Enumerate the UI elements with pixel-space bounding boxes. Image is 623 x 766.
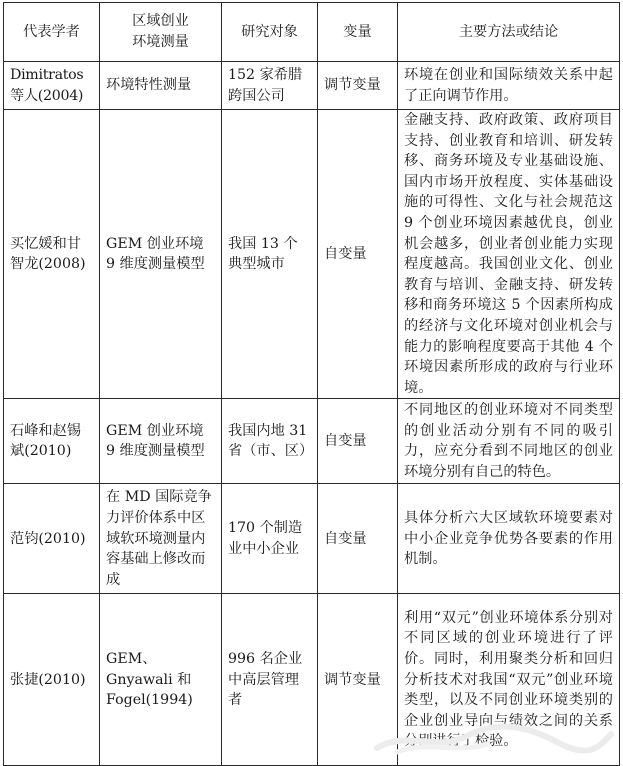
cell-subject: 996 名企业中高层管理者 [222, 594, 318, 766]
header-subject: 研究对象 [222, 3, 318, 62]
literature-review-table [3, 2, 620, 766]
cell-scholar: 范钧(2010) [4, 484, 100, 594]
cell-findings: 环境在创业和国际绩效关系中起了正向调节作用。 [398, 62, 620, 110]
cell-findings: 金融支持、政府政策、政府项目支持、创业教育和培训、研发转移、商务环境及专业基础设施、国内市场开放程度、实体基础设施的可得性、文化与社会规范这 9 个创业环境因素越优良，创业机会越多，创业者创业能力实现程度越高。我国创业文化、创业教育与培训、金融支持、研发转移和商务环境这 5 个因素所构成的经济与文化环境对创业机会与能力的影响程度要高于其他 4 个环境因素所形成的政府与行业环境。 [398, 110, 620, 399]
header-findings: 主要方法或结论 [398, 3, 620, 62]
cell-scholar: Dimitratos 等人(2004) [4, 62, 100, 110]
cell-subject: 我国内地 31 省（市、区） [222, 399, 318, 484]
cell-scholar: 石峰和赵锡斌(2010) [4, 399, 100, 484]
cell-measurement: 在 MD 国际竞争力评价体系中区域软环境测量内容基础上修改而成 [100, 484, 222, 594]
table-row [4, 399, 620, 484]
cell-findings: 利用“双元”创业环境体系分别对不同区域的创业环境进行了评价。同时，利用聚类分析和回归分析技术对我国“双元”创业环境类型，以及不同创业环境类别的企业创业导向与绩效之间的关系分别进行了检验。 [398, 594, 620, 766]
cell-subject: 152 家希腊跨国公司 [222, 62, 318, 110]
table-row [4, 110, 620, 399]
cell-variable: 调节变量 [318, 62, 398, 110]
table-row [4, 62, 620, 110]
header-variable: 变量 [318, 3, 398, 62]
table-row [4, 484, 620, 594]
cell-measurement: GEM 创业环境 9 维度测量模型 [100, 399, 222, 484]
cell-measurement: GEM 创业环境 9 维度测量模型 [100, 110, 222, 399]
table-header-row [4, 3, 620, 62]
cell-subject: 170 个制造业中小企业 [222, 484, 318, 594]
cell-measurement: GEM、Gnyawali 和 Fogel(1994) [100, 594, 222, 766]
cell-findings: 不同地区的创业环境对不同类型的创业活动分别有不同的吸引力，应充分看到不同地区的创业环境分别有自己的特色。 [398, 399, 620, 484]
cell-subject: 我国 13 个典型城市 [222, 110, 318, 399]
cell-variable: 调节变量 [318, 594, 398, 766]
cell-scholar: 买忆媛和甘智龙(2008) [4, 110, 100, 399]
cell-measurement: 环境特性测量 [100, 62, 222, 110]
header-scholar: 代表学者 [4, 3, 100, 62]
cell-scholar: 张捷(2010) [4, 594, 100, 766]
table-row [4, 594, 620, 766]
cell-variable: 自变量 [318, 484, 398, 594]
cell-variable: 自变量 [318, 399, 398, 484]
cell-findings: 具体分析六大区域软环境要素对中小企业竞争优势各要素的作用机制。 [398, 484, 620, 594]
cell-variable: 自变量 [318, 110, 398, 399]
header-measurement: 区域创业 环境测量 [100, 3, 222, 62]
